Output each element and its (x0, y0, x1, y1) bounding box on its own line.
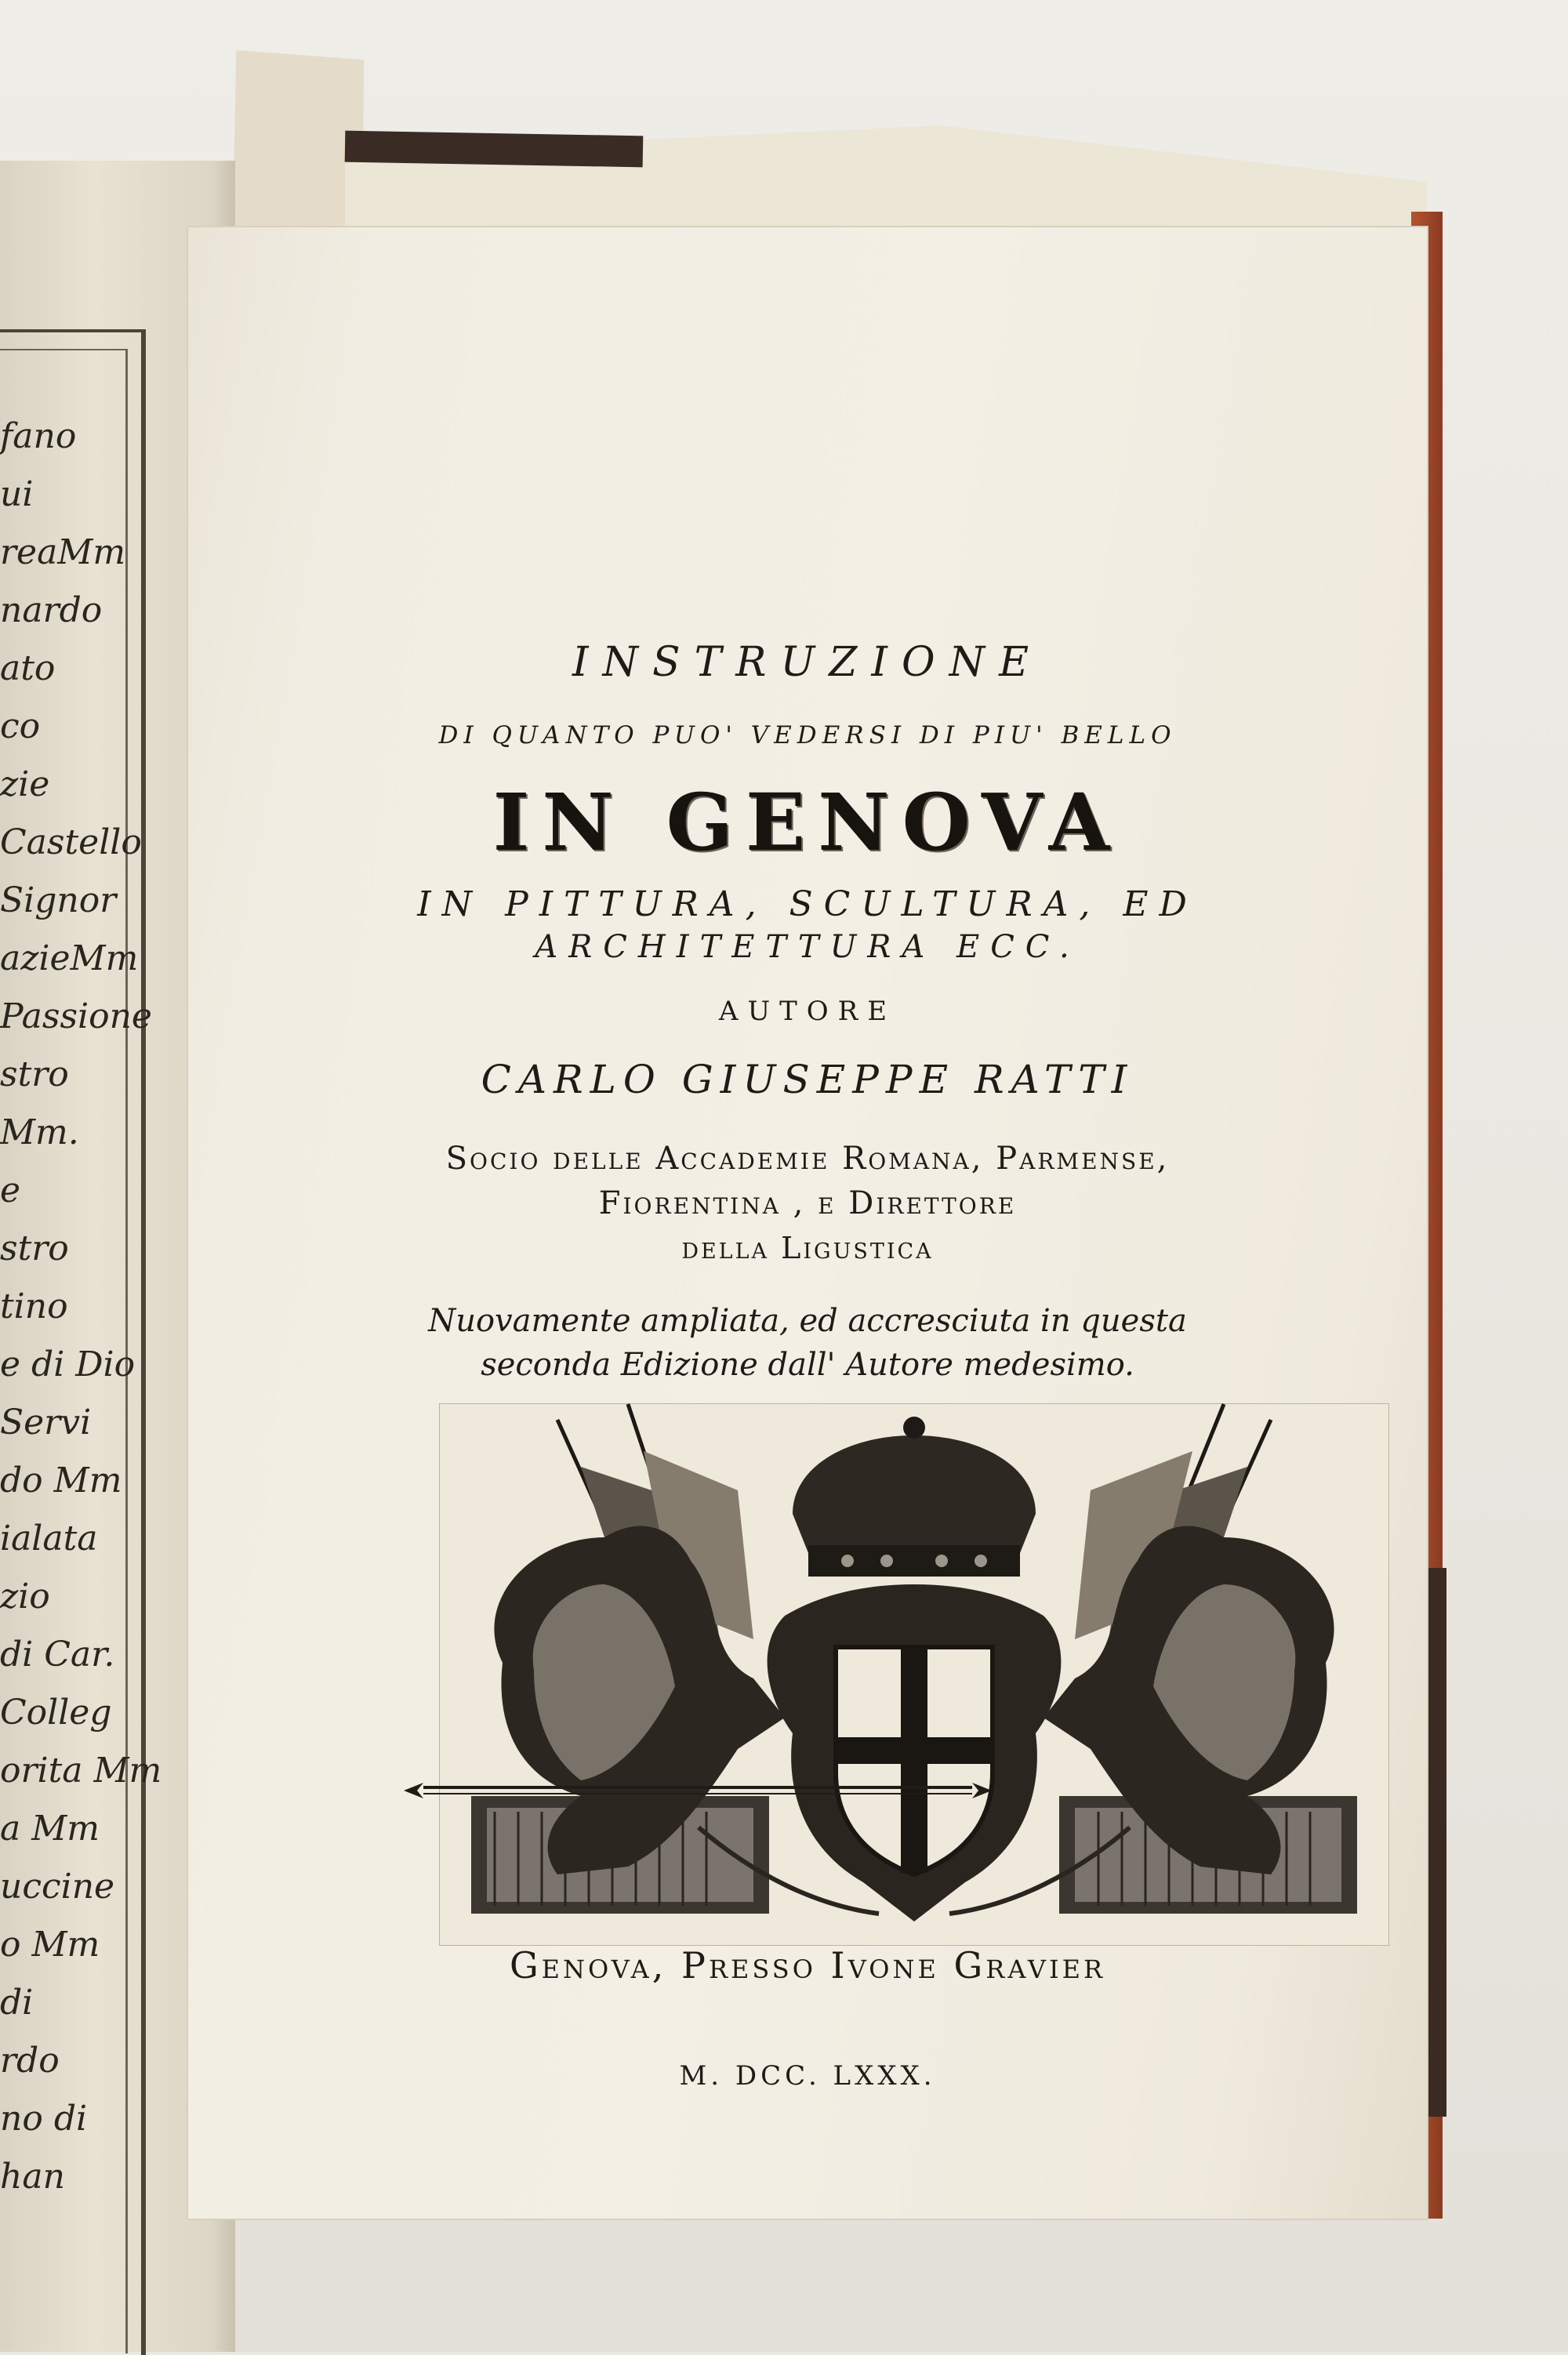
left-list-item: e (0, 1170, 21, 1210)
crest-engraving-plate (439, 1403, 1389, 1946)
ornamental-rule-icon (400, 1780, 996, 1803)
left-list-item: Castello (0, 822, 142, 862)
author-affiliation-2: Fiorentina , e Direttore (598, 1185, 1017, 1221)
spine-edge (345, 131, 644, 168)
title-page (188, 227, 1427, 2219)
autore-label: AUTORE (718, 996, 897, 1027)
coat-of-arms-icon (440, 1404, 1388, 1945)
left-list-item: stro (0, 1228, 69, 1268)
left-list-item: no di (0, 2099, 88, 2139)
left-list-item: ialata (0, 1519, 98, 1559)
author-affiliation-3: della Ligustica (681, 1231, 934, 1265)
left-list-item: orita Mm (0, 1751, 162, 1791)
left-list-item: do Mm (0, 1461, 122, 1500)
left-list-item: Colleg (0, 1693, 112, 1733)
left-list-item: ato (0, 648, 56, 688)
left-list-item: azieMm (0, 938, 139, 978)
title-in-genova: IN GENOVA (492, 776, 1123, 869)
left-list-item: tino (0, 1286, 68, 1326)
left-list-item: di Car. (0, 1635, 115, 1675)
subject-line-1: IN PITTURA, SCULTURA, ED (417, 884, 1198, 924)
left-list-item: rdo (0, 2041, 60, 2081)
subject-line-2: ARCHITETTURA ECC. (535, 929, 1080, 965)
edition-note-2: seconda Edizione dall' Autore medesimo. (481, 1347, 1134, 1383)
left-list-item: fano (0, 416, 77, 456)
left-list-item: uccine (0, 1867, 115, 1907)
left-list-item: a Mm (0, 1809, 100, 1849)
edition-note-1: Nuovamente ampliata, ed accresciuta in questa (428, 1303, 1187, 1339)
left-list-item: reaMm (0, 532, 126, 572)
left-list-item: Servi (0, 1402, 92, 1442)
left-list-item: o Mm (0, 1925, 100, 1965)
author-name: CARLO GIUSEPPE RATTI (481, 1057, 1134, 1102)
left-list-item: zio (0, 1577, 50, 1617)
left-list-item: co (0, 706, 41, 746)
left-page-list (0, 408, 162, 2206)
left-list-item: stro (0, 1054, 69, 1094)
left-list-item: Passione (0, 996, 152, 1036)
left-list-item: ui (0, 474, 34, 514)
left-list-item: Signor (0, 880, 117, 920)
left-list-item: Mm. (0, 1112, 79, 1152)
left-list-item: e di Dio (0, 1344, 136, 1384)
left-list-item: zie (0, 764, 50, 804)
left-list-item: nardo (0, 590, 103, 630)
left-list-item: han (0, 2157, 65, 2197)
imprint-line: Genova, Presso Ivone Gravier (509, 1944, 1106, 1987)
subtitle: DI QUANTO PUO' VEDERSI DI PIU' BELLO (438, 721, 1177, 749)
title-instruzione: INSTRUZIONE (572, 639, 1044, 686)
left-list-item: di (0, 1983, 34, 2023)
author-affiliation-1: Socio delle Accademie Romana, Parmense, (445, 1141, 1170, 1177)
publication-date: M. DCC. LXXX. (679, 2060, 936, 2092)
